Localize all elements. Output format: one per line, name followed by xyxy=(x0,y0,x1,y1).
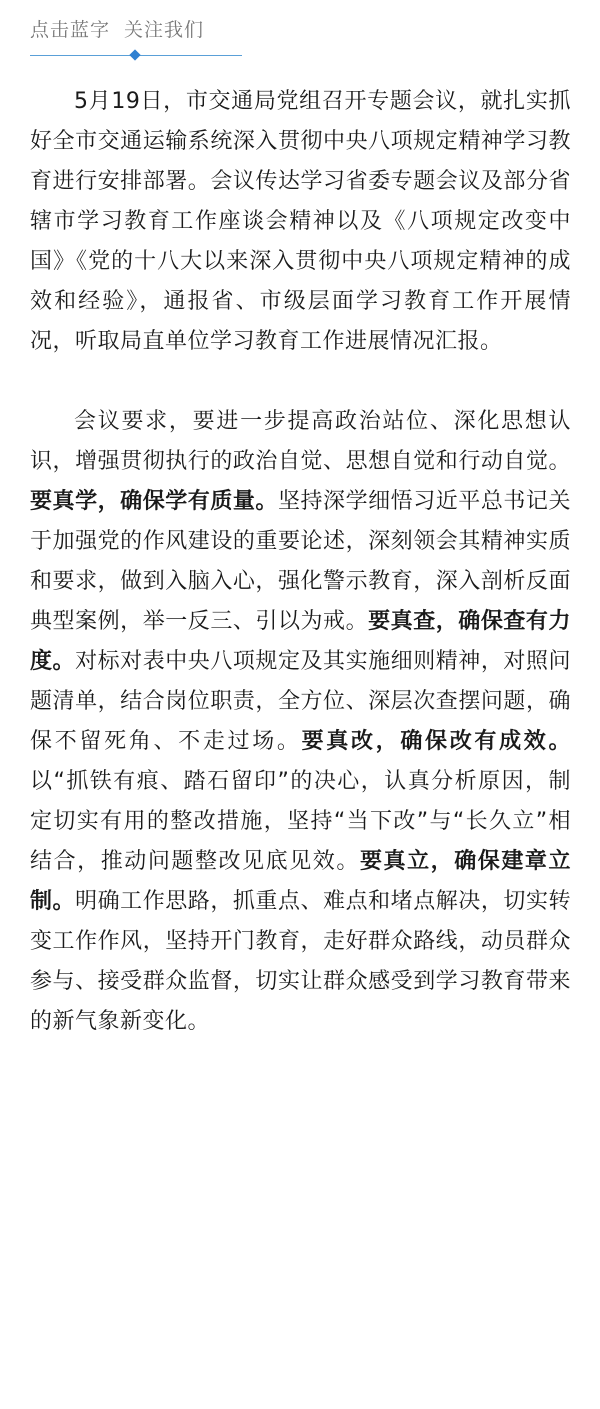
follow-us-label: 关注我们 xyxy=(124,19,205,41)
click-blue-text-label: 点击蓝字 xyxy=(30,19,111,41)
point-2-heading: 要真查，确保查有力度。 xyxy=(30,609,571,674)
article-paragraph-1: 5月19日，市交通局党组召开专题会议，就扎实抓好全市交通运输系统深入贯彻中央八项规定精神学习教育进行安排部署。会议传达学习省委专题会议及部分省辖市学习教育工作座谈会精神以及《八项规定改变中国》《党的十八大以来深入贯彻中央八项规定精神的成效和经验》，通报省、市级层面学习教育工作开展情况，听取局直单位学习教育工作进展情况汇报。 xyxy=(30,89,571,354)
point-2-body: 对标对表中央八项规定及其实施细则精神，对照问题清单，结合岗位职责，全方位、深层次查摆问题，确保不留死角、不走过场。 xyxy=(30,649,571,754)
point-3-body: 以“抓铁有痕、踏石留印”的决心，认真分析原因，制定切实有用的整改措施，坚持“当下改”与“长久立”相结合，推动问题整改见底见效。 xyxy=(30,769,571,874)
point-1-heading: 要真学，确保学有质量。 xyxy=(30,489,278,514)
point-1-body: 坚持深学细悟习近平总书记关于加强党的作风建设的重要论述，深刻领会其精神实质和要求，做到入脑入心，强化警示教育，深入剖析反面典型案例，举一反三、引以为戒。 xyxy=(30,489,571,634)
diamond-icon xyxy=(129,49,140,60)
point-3-heading: 要真改，确保改有成效。 xyxy=(301,729,571,754)
follow-us-divider xyxy=(30,48,242,64)
follow-us-banner[interactable] xyxy=(30,14,242,64)
follow-us-text[interactable] xyxy=(30,14,242,46)
paragraph-2-intro: 会议要求，要进一步提高政治站位、深化思想认识，增强贯彻执行的政治自觉、思想自觉和行动自觉。 xyxy=(30,409,571,474)
article-paragraph-2 xyxy=(30,402,571,1042)
article-body xyxy=(30,82,571,1042)
point-4-body: 明确工作思路，抓重点、难点和堵点解决，切实转变工作作风，坚持开门教育，走好群众路线，动员群众参与、接受群众监督，切实让群众感受到学习教育带来的新气象新变化。 xyxy=(30,889,571,1034)
point-4-heading: 要真立，确保建章立制。 xyxy=(30,849,571,914)
